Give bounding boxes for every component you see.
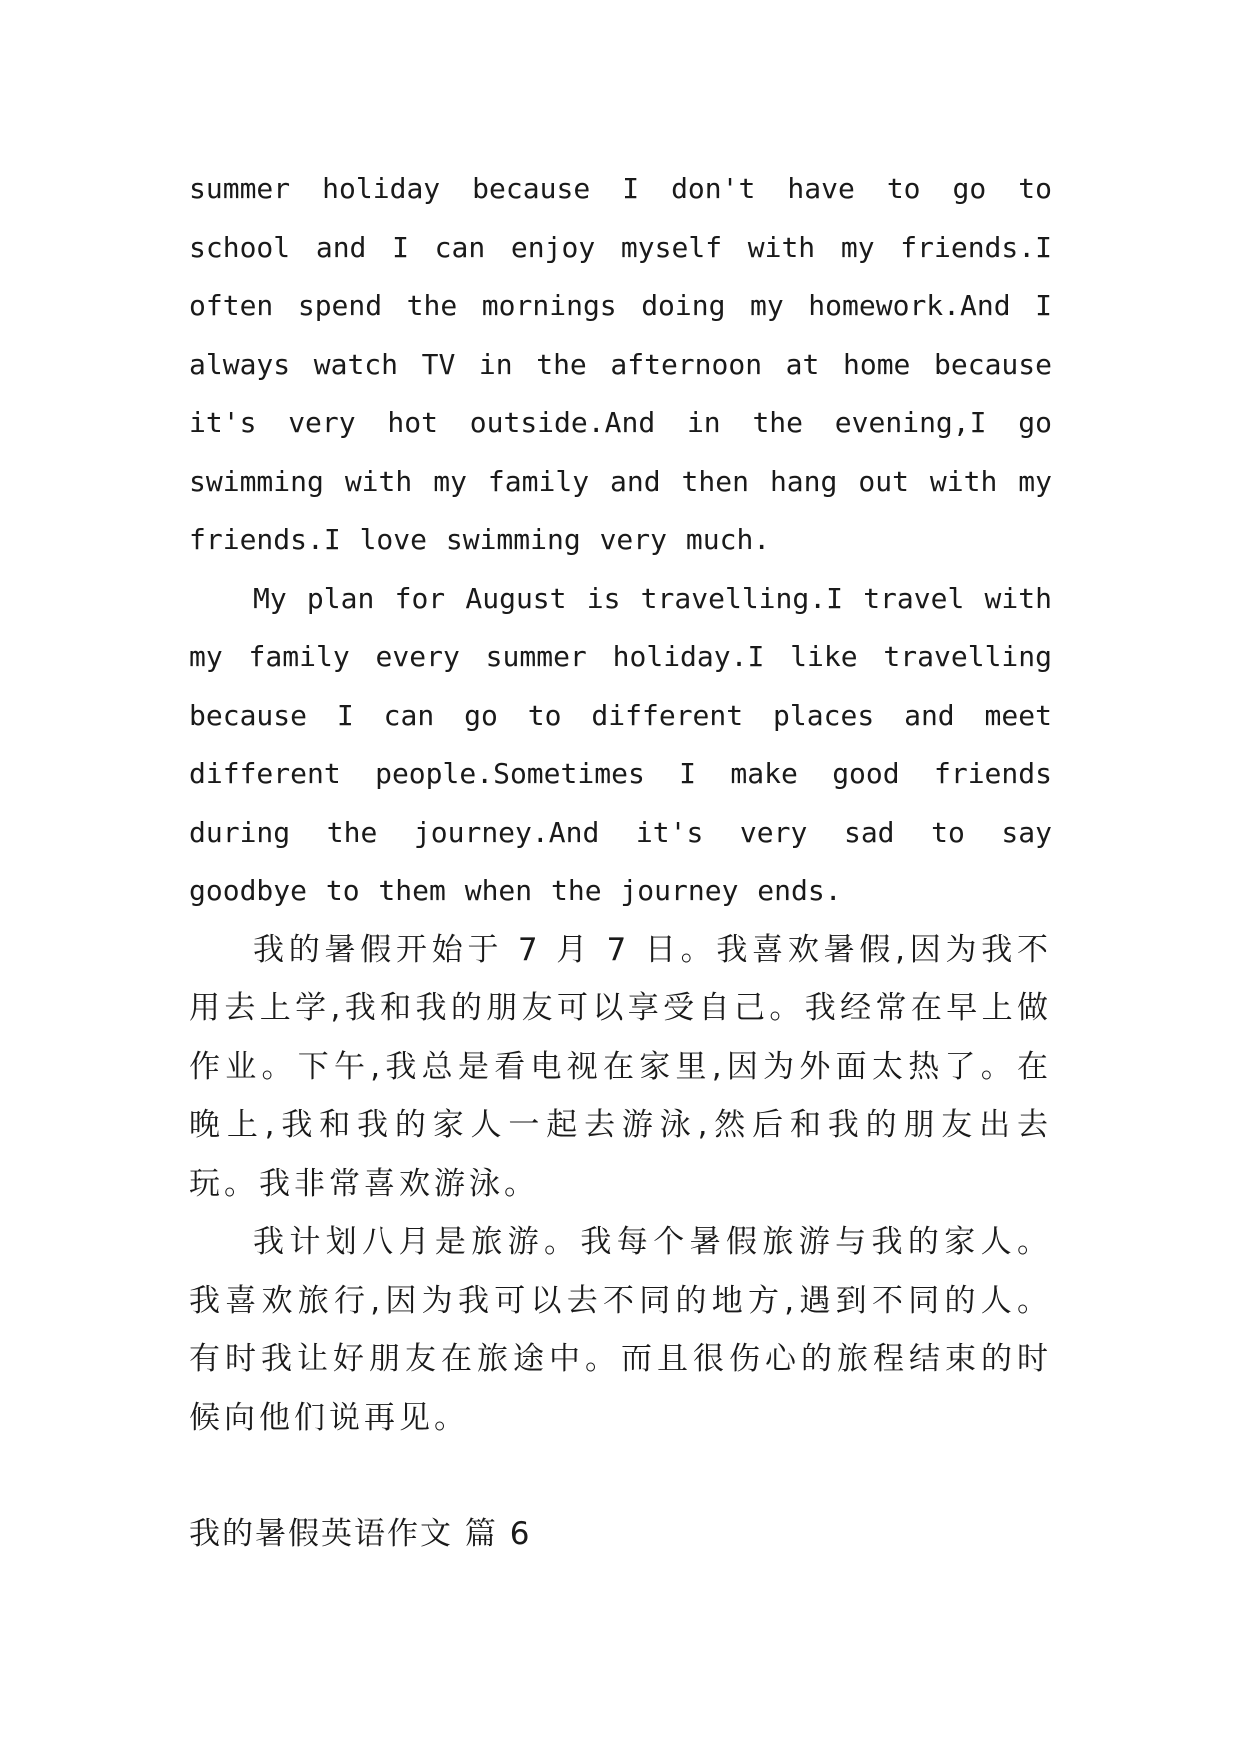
paragraph-august-plan-en: My plan for August is travelling.I travel with my family every summer holiday.I like travelling because I can go to different places and meet different people.Sometimes I make good friends during the journey.And it's very sad to say goodbye to them when the journey ends. <box>189 581 1052 907</box>
section-heading: 我的暑假英语作文 篇 6 <box>189 1516 532 1552</box>
document-page <box>189 160 1052 1564</box>
paragraph-august-plan-zh: 我计划八月是旅游。我每个暑假旅游与我的家人。我喜欢旅行,因为我可以去不同的地方,遇到不同的人。有时我让好朋友在旅途中。而且很伤心的旅程结束的时候向他们说再见。 <box>189 1224 1052 1436</box>
paragraph-summer-holiday-zh: 我的暑假开始于 7 月 7 日。我喜欢暑假,因为我不用去上学,我和我的朋友可以享受自己。我经常在早上做作业。下午,我总是看电视在家里,因为外面太热了。在晚上,我和我的家人一起去游泳,然后和我的朋友出去玩。我非常喜欢游泳。 <box>189 931 1052 1202</box>
paragraph-summer-holiday-en: summer holiday because I don't have to go to school and I can enjoy myself with my friends.I often spend the mornings doing my homework.And I always watch TV in the afternoon at home because it's very hot outside.And in the evening,I go swimming with my family and then hang out with my friends.I love swimming very much. <box>189 172 1052 556</box>
